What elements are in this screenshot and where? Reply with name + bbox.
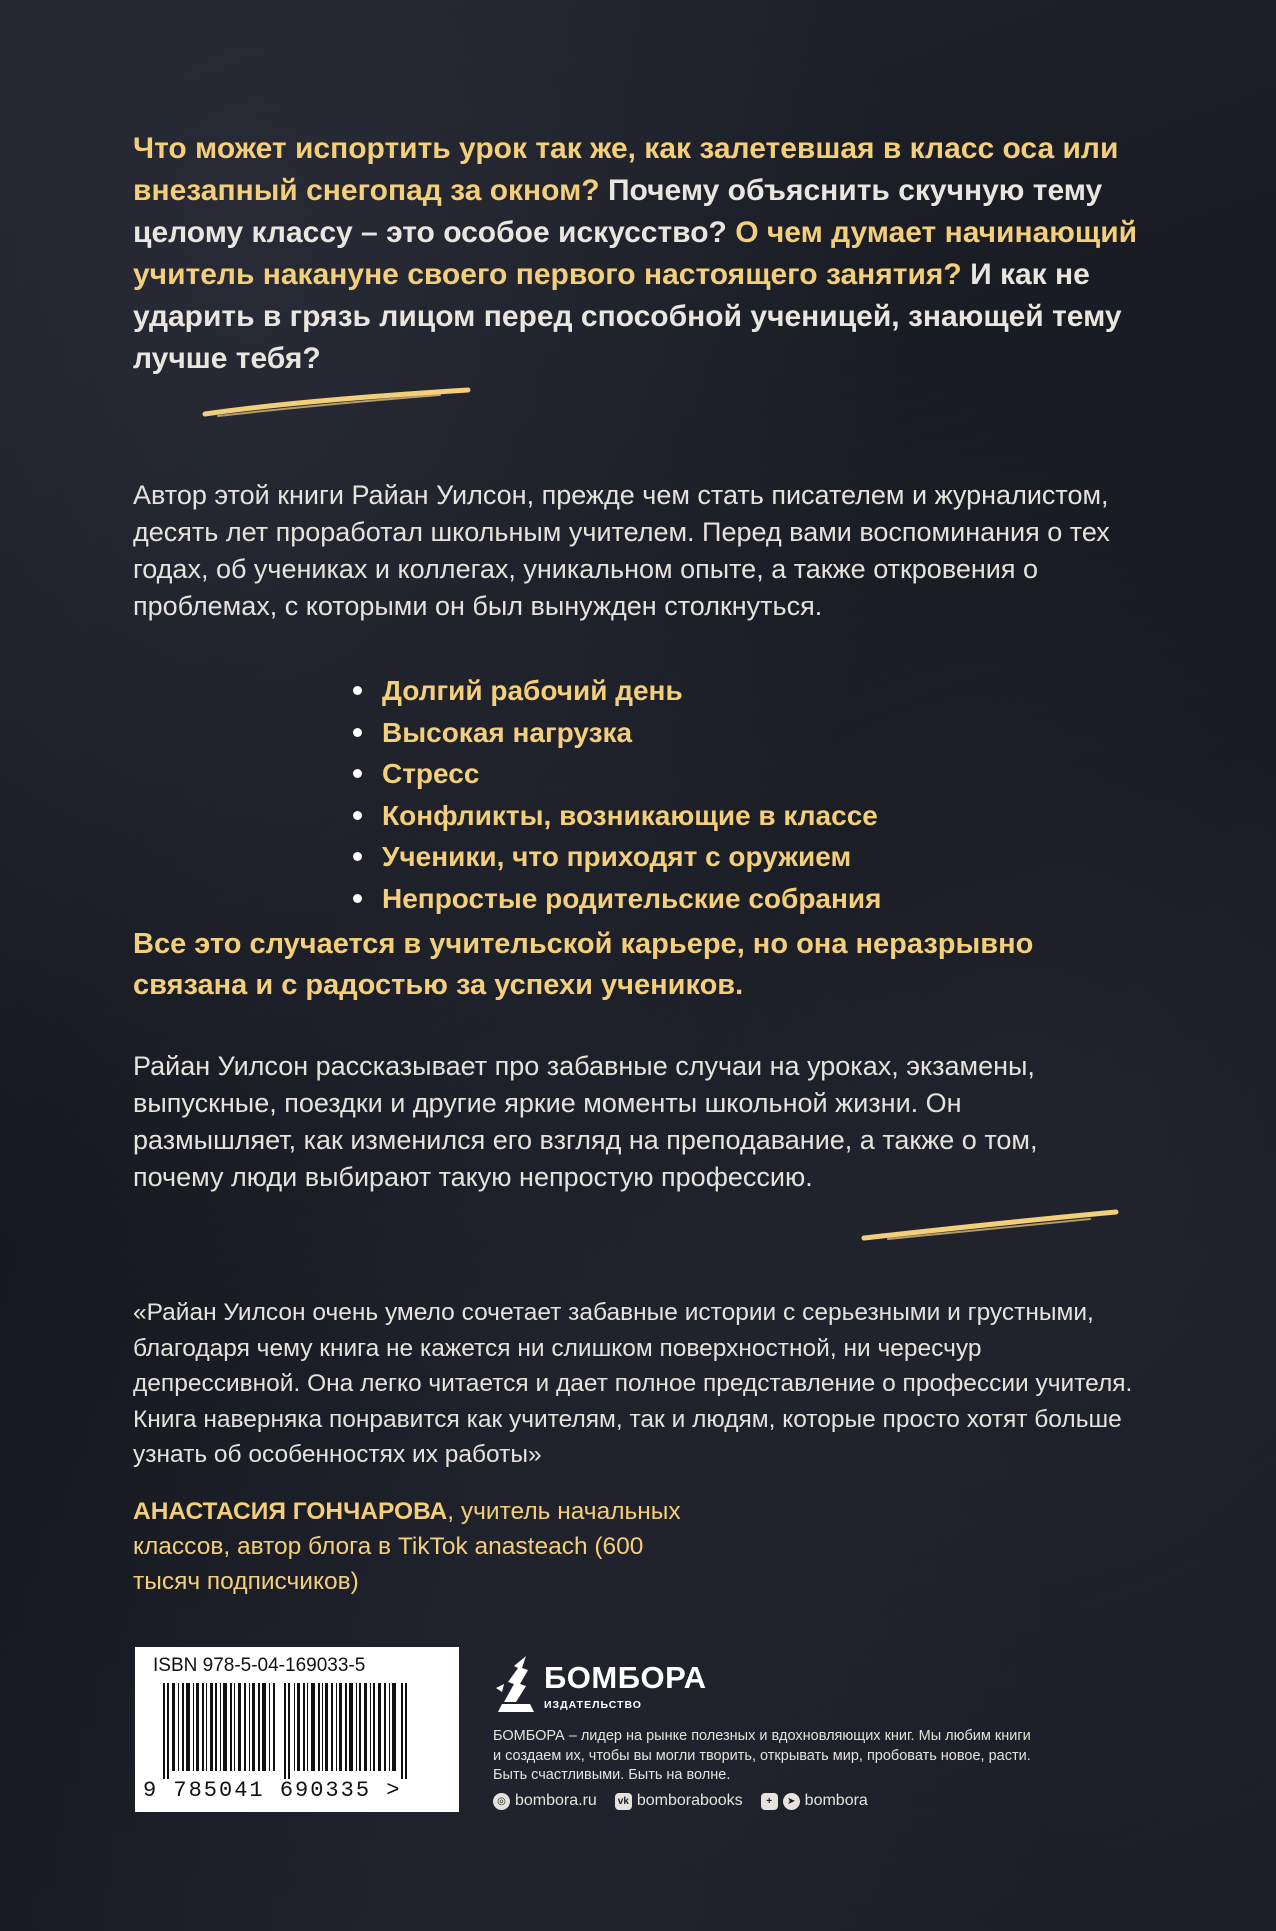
social-label: bombora.ru <box>515 1792 597 1809</box>
list-item: Стресс <box>353 753 1053 795</box>
bullet-icon <box>353 728 362 737</box>
problems-list <box>353 670 1053 919</box>
barcode-digits: 9 785041 690335 > <box>143 1778 402 1803</box>
social-label: bomborabooks <box>636 1792 743 1809</box>
publisher-logo <box>492 1654 712 1724</box>
intro-segment-highlight: Что может испортить урок так же, как залетевшая в класс оса или внезапный снегопад за окном? <box>133 132 1119 207</box>
intro-questions <box>133 128 1153 380</box>
social-link-vk[interactable] <box>615 1792 743 1810</box>
second-paragraph: Райан Уилсон рассказывает про забавные случаи на уроках, экзамены, выпускные, поездки и другие яркие моменты школьной жизни. Он размышляет, как изменился его взгляд на преподавание, а также о том, почему люди выбирают такую непростую профессию. <box>133 1051 1038 1192</box>
intro-segment-highlight: О чем думает начинающий учитель накануне своего первого настоящего занятия? <box>133 216 1138 291</box>
intro-segment: И как не ударить в грязь лицом перед способной ученицей, знающей тему лучше тебя? <box>133 258 1122 375</box>
barcode-bars <box>149 1683 445 1779</box>
bullet-icon <box>353 894 362 903</box>
bombora-logo-icon <box>492 1654 540 1716</box>
logo-wordmark: БОМБОРА <box>544 1660 707 1695</box>
bullet-icon <box>353 811 362 820</box>
social-link-website[interactable] <box>493 1792 597 1810</box>
isbn-label: ISBN 978-5-04-169033-5 <box>153 1655 366 1676</box>
bullet-icon <box>353 852 362 861</box>
social-link-telegram[interactable] <box>761 1792 868 1810</box>
decorative-underline <box>858 1205 1123 1245</box>
reviewer-role: , учитель начальных классов, автор блога в TikTok anasteach (600 тысяч подписчиков) <box>133 1498 681 1595</box>
vk-icon: vk <box>615 1793 632 1810</box>
reviewer-name: АНАСТАСИЯ ГОНЧАРОВА <box>133 1498 448 1525</box>
list-item: Непростые родительские собрания <box>353 878 1053 920</box>
list-item: Ученики, что приходят с оружием <box>353 836 1053 878</box>
bullet-icon <box>353 686 362 695</box>
review-quote: «Райан Уилсон очень умело сочетает забавные истории с серьезными и грустными, благодаря чему книга не кажется ни слишком поверхностной, ни чересчур депрессивной. Она легко читается и дает полное представление о профессии учителя. Книга наверняка понравится как учителям, так и людям, которые просто хотят больше узнать об особенностях их работы» <box>133 1299 1133 1468</box>
plus-icon: + <box>761 1793 778 1810</box>
globe-icon: ◎ <box>493 1793 510 1810</box>
list-item: Конфликты, возникающие в классе <box>353 795 1053 837</box>
social-links <box>493 1792 886 1810</box>
isbn-barcode <box>135 1647 459 1812</box>
decorative-underline <box>200 382 475 422</box>
summary-text: Все это случается в учительской карьере, но она неразрывно связана и с радостью за успехи учеников. <box>133 928 1034 1001</box>
telegram-icon: ➤ <box>783 1793 800 1810</box>
list-item: Долгий рабочий день <box>353 670 1053 712</box>
bullet-icon <box>353 769 362 778</box>
publisher-description: БОМБОРА – лидер на рынке полезных и вдохновляющих книг. Мы любим книги и создаем их, чтобы вы могли творить, открывать мир, пробовать новое, расти. Быть счастливыми. Быть на волне. <box>493 1728 1031 1783</box>
list-item: Высокая нагрузка <box>353 712 1053 754</box>
logo-subtitle: ИЗДАТЕЛЬСТВО <box>544 1699 642 1711</box>
intro-segment: Почему объяснить скучную тему целому классу – это особое искусство? <box>133 174 1103 249</box>
social-label: bombora <box>804 1792 868 1809</box>
about-paragraph: Автор этой книги Райан Уилсон, прежде чем стать писателем и журналистом, десять лет проработал школьным учителем. Перед вами воспоминания о тех годах, об учениках и коллегах, уникальном опыте, а также откровения о проблемах, с которыми он был вынужден столкнуться. <box>133 480 1110 621</box>
review-attribution <box>133 1494 693 1599</box>
